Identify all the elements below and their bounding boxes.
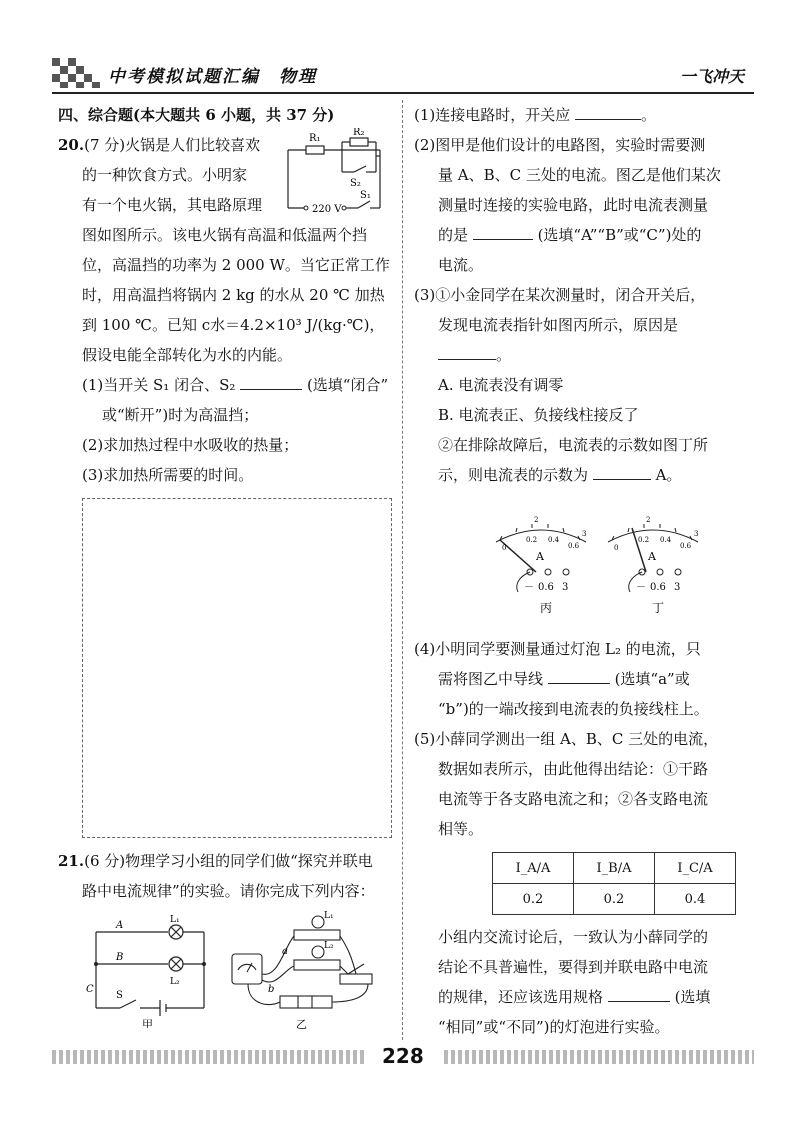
- jia-label-l1: L₁: [170, 915, 180, 925]
- yi-caption: 乙: [296, 1018, 307, 1031]
- r-p6-4: “相同”或“不同”)的灯泡进行实验。: [438, 1018, 670, 1036]
- svg-text:0.6: 0.6: [680, 542, 692, 550]
- svg-text:0.2: 0.2: [638, 536, 650, 544]
- r-p2-c: 电流。: [438, 256, 484, 274]
- r-p2-a: 的是: [438, 226, 469, 244]
- r-p3-1: 发现电流表指针如图丙所示，原因是: [438, 316, 679, 334]
- q20-line-1: 的一种饮食方式。小明家: [82, 166, 248, 184]
- header-brand: 一飞冲天: [680, 67, 745, 86]
- r-p6-3b: (选填: [674, 988, 711, 1006]
- r-p6-3a: 的规律，还应该选用规格: [438, 988, 604, 1006]
- meter-ding-caption: 丁: [652, 601, 665, 615]
- svg-text:A: A: [648, 550, 656, 563]
- svg-text:2: 2: [534, 516, 539, 524]
- r-opt-a: A. 电流表没有调零: [438, 376, 564, 394]
- q20-line-2: 有一个电火锅，其电路原理: [82, 196, 263, 214]
- meter-bing-caption: 丙: [540, 601, 553, 615]
- svg-text:0.4: 0.4: [548, 536, 560, 544]
- meter-figures: [486, 512, 706, 622]
- q20-voltage-label: 220 V: [312, 204, 342, 215]
- q20-line-4: 位，高温挡的功率为 2 000 W。当它正常工作: [82, 256, 390, 274]
- r-p3-end: 。: [496, 346, 512, 364]
- q20-r2-label: R₂: [353, 128, 365, 138]
- jia-label-b: B: [116, 952, 124, 963]
- yi-label-b: b: [268, 984, 275, 995]
- q20-line-6: 到 100 ℃。已知 c水＝4.2×10³ J/(kg·℃)，: [82, 316, 385, 334]
- r-p4-2b: (选填“a”或: [614, 670, 690, 688]
- r-p3b-2a: 示，则电流表的示数为: [438, 466, 589, 484]
- svg-text:0.6: 0.6: [568, 542, 580, 550]
- svg-text:0: 0: [614, 544, 619, 552]
- r-p4-3: “b”)的一端改接到电流表的负接线柱上。: [438, 700, 709, 718]
- q20-answer-box[interactable]: [82, 498, 392, 838]
- r-p3b-blank[interactable]: [593, 461, 651, 480]
- r-p5-1: 数据如表所示，由此他得出结论：①干路: [438, 760, 709, 778]
- q20-sub1-b: (选填“闭合”: [306, 376, 389, 394]
- svg-text:2: 2: [646, 516, 651, 524]
- jia-label-s: S: [116, 990, 123, 1001]
- q20-number: 20.: [58, 136, 85, 154]
- r-p6-2: 结论不具普遍性，要得到并联电路中电流: [438, 958, 709, 976]
- footer-band-left: [52, 1050, 364, 1064]
- r-p4-2a: 需将图乙中导线: [438, 670, 544, 688]
- header-title: 中考模拟试题汇编 物理: [108, 67, 317, 87]
- r-p2-b: (选填“A”“B”或“C”)处的: [537, 226, 702, 244]
- current-table: [492, 852, 736, 915]
- q20-sub1-a: (1)当开关 S₁ 闭合、S₂: [82, 376, 236, 394]
- r-p1-a: (1)连接电路时，开关应: [414, 106, 571, 124]
- right-column-end: [438, 922, 758, 1042]
- r-p3b-2b: A。: [655, 466, 682, 484]
- svg-text:3: 3: [582, 530, 587, 538]
- svg-text:－: －: [636, 582, 646, 593]
- yi-label-l2: L₂: [324, 941, 334, 951]
- svg-text:－: －: [524, 582, 534, 593]
- r-p2-blank[interactable]: [473, 221, 533, 240]
- svg-text:0.6: 0.6: [650, 582, 666, 593]
- q20-sub1-c: 或“断开”)时为高温挡；: [102, 406, 259, 424]
- q21-line-2: 路中电流规律”的实验。请你完成下列内容：: [82, 882, 375, 900]
- r-p5-2: 电流等于各支路电流之和；②各支路电流: [438, 790, 709, 808]
- q21-number: 21.: [58, 852, 85, 870]
- q21-line-1: (6 分)物理学习小组的同学们做“探究并联电: [84, 852, 373, 870]
- q21-figure-jia: [86, 912, 216, 1028]
- jia-label-a: A: [116, 920, 124, 931]
- section-heading: 四、综合题(本大题共 6 小题，共 37 分): [58, 106, 335, 124]
- yi-label-a: a: [282, 946, 288, 957]
- table-header-ic: I_C/A: [655, 853, 736, 884]
- meter-ding: [608, 516, 698, 615]
- table-header-ia: I_A/A: [493, 853, 574, 884]
- r-p6-blank[interactable]: [608, 983, 670, 1002]
- page-number: 228: [382, 1044, 424, 1068]
- q20-s1-label: S₁: [360, 190, 371, 201]
- q20-line-3: 图如图所示。该电火锅有高温和低温两个挡: [82, 226, 368, 244]
- table-header-ib: I_B/A: [574, 853, 655, 884]
- q20-line-0: (7 分)火锅是人们比较喜欢: [84, 136, 261, 154]
- jia-caption: 甲: [142, 1018, 153, 1028]
- r-p2-2: 测量时连接的实验电路，此时电流表测量: [438, 196, 709, 214]
- right-column-lower: [414, 634, 754, 844]
- r-p3-0: (3)①小金同学在某次测量时，闭合开关后，: [414, 286, 706, 304]
- svg-text:0: 0: [502, 544, 507, 552]
- svg-text:0.2: 0.2: [526, 536, 538, 544]
- svg-text:3: 3: [694, 530, 699, 538]
- r-p1-b: 。: [641, 106, 657, 124]
- column-divider: [402, 100, 403, 1040]
- r-opt-b: B. 电流表正、负接线柱接反了: [438, 406, 639, 424]
- table-value-ia: 0.2: [493, 884, 574, 915]
- jia-label-l2: L₂: [170, 977, 180, 987]
- q20-line-5: 时，用高温挡将锅内 2 kg 的水从 20 ℃ 加热: [82, 286, 385, 304]
- r-p1-blank[interactable]: [575, 101, 641, 120]
- svg-text:0.4: 0.4: [660, 536, 672, 544]
- meter-bing: [496, 516, 586, 615]
- svg-text:3: 3: [562, 582, 569, 593]
- r-p3-blank[interactable]: [438, 341, 496, 360]
- q21-text: [58, 846, 398, 906]
- q20-sub1-blank[interactable]: [240, 371, 302, 390]
- svg-text:0.6: 0.6: [538, 582, 554, 593]
- header-rule: [52, 92, 754, 94]
- q20-sub3: (3)求加热所需要的时间。: [82, 466, 254, 484]
- q21-figure-yi: [228, 908, 378, 1032]
- q20-circuit-diagram: [280, 128, 390, 220]
- footer-band-right: [444, 1050, 754, 1064]
- r-p4-blank[interactable]: [548, 665, 610, 684]
- q20-r1-label: R₁: [309, 133, 321, 144]
- table-value-ib: 0.2: [574, 884, 655, 915]
- r-p3b-1: ②在排除故障后，电流表的示数如图丁所: [438, 436, 709, 454]
- svg-text:3: 3: [674, 582, 681, 593]
- yi-label-l1: L₁: [324, 911, 334, 921]
- right-column: [414, 100, 754, 490]
- r-p5-0: (5)小薛同学测出一组 A、B、C 三处的电流，: [414, 730, 719, 748]
- jia-label-c: C: [86, 984, 94, 995]
- q20-s2-label: S₂: [350, 178, 361, 189]
- r-p2-1: 量 A、B、C 三处的电流。图乙是他们某次: [438, 166, 721, 184]
- r-p4-1: (4)小明同学要测量通过灯泡 L₂ 的电流，只: [414, 640, 701, 658]
- q20-sub2: (2)求加热过程中水吸收的热量；: [82, 436, 299, 454]
- q20-line-7: 假设电能全部转化为水的内能。: [82, 346, 293, 364]
- table-value-ic: 0.4: [655, 884, 736, 915]
- r-p5-3: 相等。: [438, 820, 484, 838]
- header-logo: [52, 58, 100, 88]
- r-p6-1: 小组内交流讨论后，一致认为小薛同学的: [438, 928, 709, 946]
- svg-text:A: A: [536, 550, 544, 563]
- r-p2-0: (2)图甲是他们设计的电路图，实验时需要测: [414, 136, 706, 154]
